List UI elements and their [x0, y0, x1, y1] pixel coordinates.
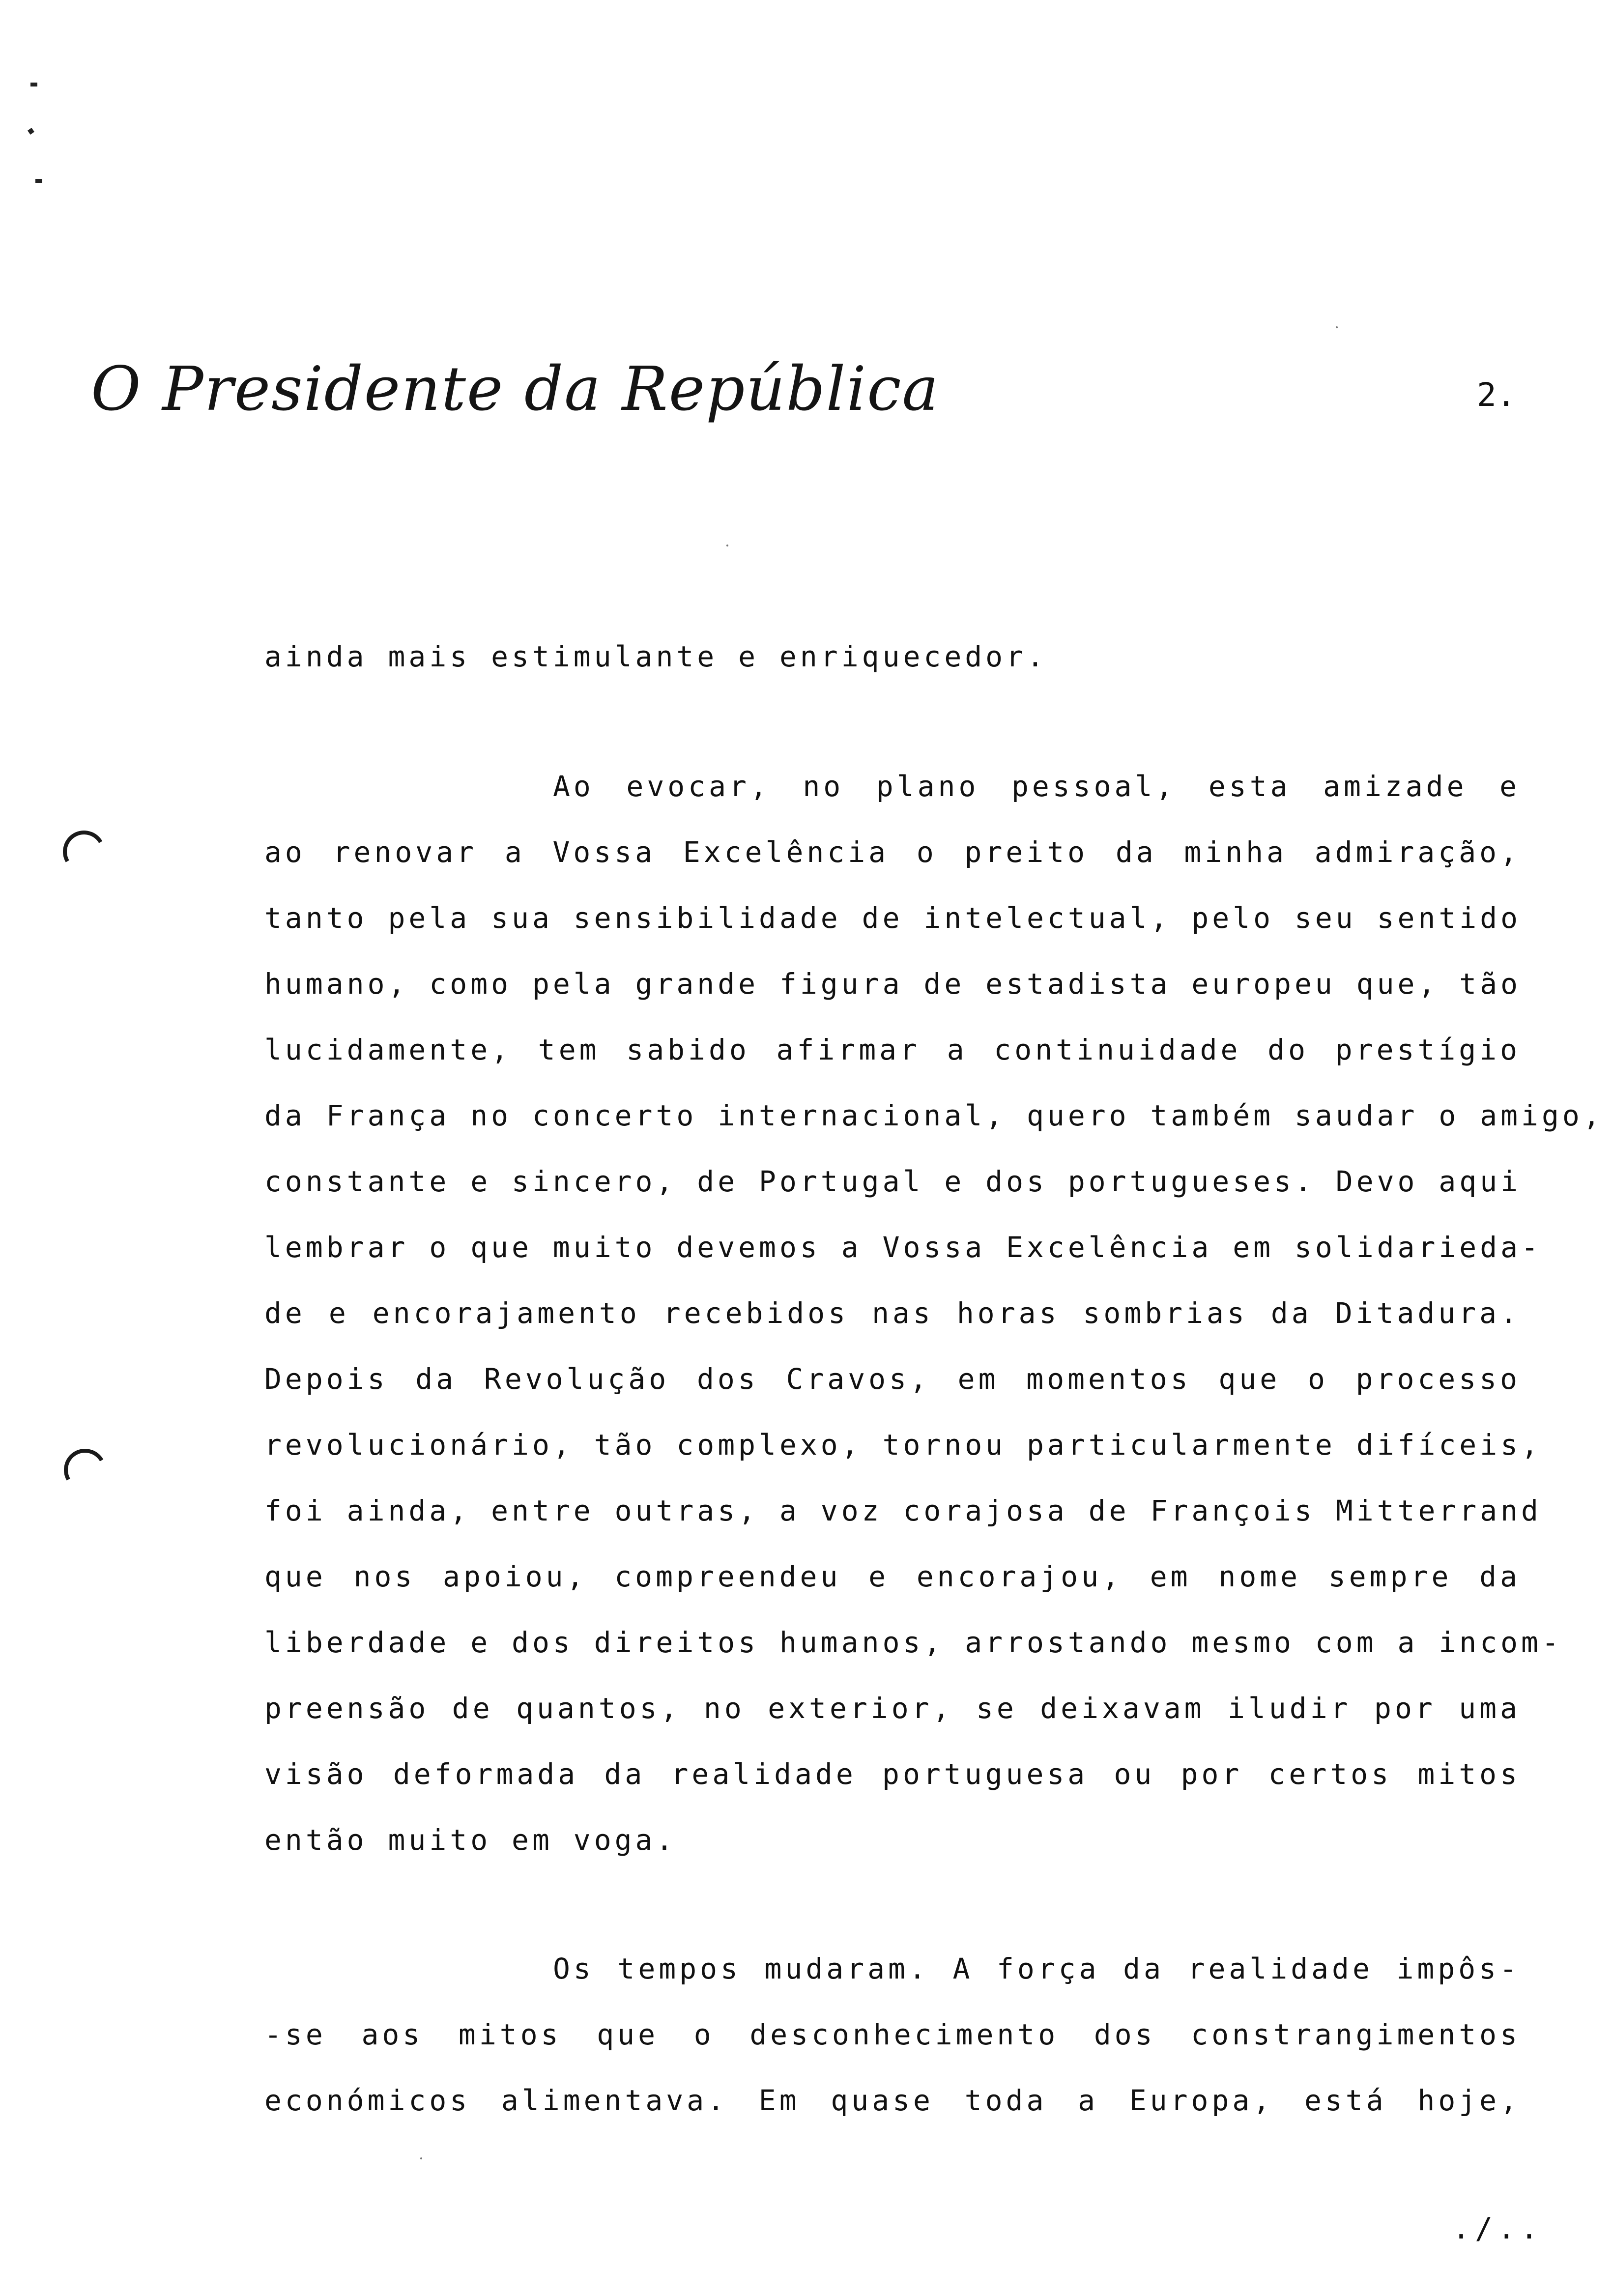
- scan-speck: [1336, 326, 1338, 328]
- text-line: revolucionário, tão complexo, tornou particularmente difíceis,: [264, 1428, 1542, 1462]
- text-line: ao renovar a Vossa Excelência o preito da minha admiração,: [264, 835, 1521, 869]
- text-line: liberdade e dos direitos humanos, arrostando mesmo com a incom-: [264, 1626, 1562, 1659]
- margin-tick-mark: [30, 83, 37, 86]
- text-line: -se aos mitos que o desconhecimento dos constrangimentos: [264, 2018, 1521, 2051]
- text-line: foi ainda, entre outras, a voz corajosa de François Mitterrand: [264, 1494, 1542, 1527]
- margin-tick-mark: [35, 179, 42, 183]
- continuation-mark: ./..: [1452, 2211, 1543, 2246]
- text-line: visão deformada da realidade portuguesa ou por certos mitos: [264, 1757, 1521, 1791]
- text-line: Os tempos mudaram. A força da realidade impôs-: [553, 1952, 1520, 1985]
- text-line: ainda mais estimulante e enriquecedor.: [264, 640, 1047, 673]
- punch-hole-mark: [58, 826, 110, 877]
- text-line: preensão de quantos, no exterior, se deixavam iludir por uma: [264, 1692, 1521, 1725]
- text-line: lucidamente, tem sabido afirmar a continuidade do prestígio: [264, 1033, 1521, 1066]
- page-number: 2.: [1477, 376, 1516, 414]
- text-line: humano, como pela grande figura de estadista europeu que, tão: [264, 967, 1522, 1001]
- margin-tick-mark: [28, 128, 34, 135]
- text-line: constante e sincero, de Portugal e dos portugueses. Devo aqui: [264, 1165, 1522, 1198]
- text-line: tanto pela sua sensibilidade de intelectual, pelo seu sentido: [264, 901, 1522, 935]
- punch-hole-mark: [59, 1444, 111, 1495]
- text-line: de e encorajamento recebidos nas horas sombrias da Ditadura.: [264, 1296, 1521, 1330]
- text-line: da França no concerto internacional, quero também saudar o amigo,: [264, 1099, 1604, 1132]
- text-line: lembrar o que muito devemos a Vossa Excelência em solidarieda-: [264, 1231, 1542, 1264]
- text-line: Ao evocar, no plano pessoal, esta amizade e: [553, 770, 1520, 803]
- scan-speck: [726, 545, 728, 546]
- text-line: económicos alimentava. Em quase toda a Europa, está hoje,: [264, 2084, 1521, 2117]
- scan-speck: [420, 2157, 422, 2159]
- text-line: que nos apoiou, compreendeu e encorajou, em nome sempre da: [264, 1560, 1521, 1593]
- text-line: Depois da Revolução dos Cravos, em momentos que o processo: [264, 1362, 1521, 1396]
- text-line: então muito em voga.: [264, 1823, 677, 1857]
- letterhead: O Presidente da República: [91, 354, 940, 425]
